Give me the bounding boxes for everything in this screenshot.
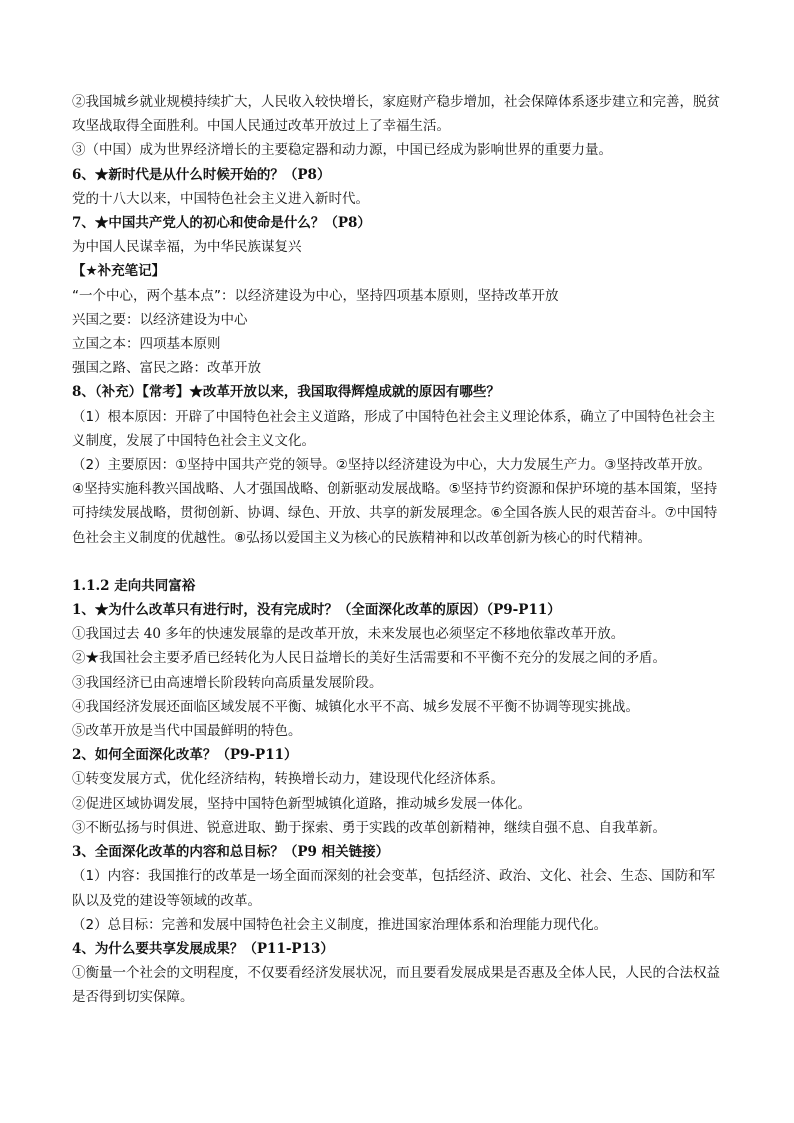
paragraph: ②促进区域协调发展，坚持中国特色新型城镇化道路，推动城乡发展一体化。	[72, 795, 531, 812]
note-heading: 【★补充笔记】	[72, 263, 166, 280]
question-heading: 4、为什么要共享发展成果？（P11-P13）	[72, 940, 334, 957]
question-heading: 3、全面深化改革的内容和总目标？（P9 相关链接）	[72, 844, 390, 861]
answer-text: 为中国人民谋幸福，为中华民族谋复兴	[72, 239, 302, 256]
section-title: 1.1.2 走向共同富裕	[72, 577, 196, 594]
paragraph: ①我国过去 40 多年的快速发展靠的是改革开放，未来发展也必须坚定不移地依靠改革开放。	[72, 626, 625, 643]
document-body	[72, 90, 722, 1010]
paragraph: ②★我国社会主要矛盾已经转化为人民日益增长的美好生活需要和不平衡不充分的发展之间的矛盾。	[72, 650, 666, 667]
paragraph: ①衡量一个社会的文明程度，不仅要看经济发展状况，而且要看发展成果是否惠及全体人民，人民的合法权益是否得到切实保障。	[72, 965, 720, 1006]
paragraph: ③我国经济已由高速增长阶段转向高质量发展阶段。	[72, 674, 383, 691]
question-heading: 1、★为什么改革只有进行时，没有完成时？（全面深化改革的原因）（P9-P11）	[72, 602, 561, 619]
note-line: “一个中心，两个基本点”：以经济建设为中心，坚持四项基本原则，坚持改革开放	[72, 287, 559, 304]
paragraph: ⑤改革开放是当代中国最鲜明的特色。	[72, 723, 302, 740]
answer-text: （2）主要原因：①坚持中国共产党的领导。②坚持以经济建设为中心，大力发展生产力。③坚持改革开放。④坚持实施科教兴国战略、人才强国战略、创新驱动发展战略。⑤坚持节约资源和保护环境的基本国策，坚持可持续发展战略，贯彻创新、协调、绿色、开放、共享的新发展理念。⑥全国各族人民的艰苦奋斗。⑦中国特色社会主义制度的优越性。⑧弘扬以爱国主义为核心的民族精神和以改革创新为核心的时代精神。	[72, 457, 718, 546]
question-heading: 2、如何全面深化改革？（P9-P11）	[72, 747, 298, 764]
answer-text: （1）内容：我国推行的改革是一场全面而深刻的社会变革，包括经济、政治、文化、社会、生态、国防和军队以及党的建设等领域的改革。	[72, 868, 716, 909]
paragraph: ②我国城乡就业规模持续扩大，人民收入较快增长，家庭财产稳步增加，社会保障体系逐步建立和完善，脱贫攻坚战取得全面胜利。中国人民通过改革开放过上了幸福生活。	[72, 94, 720, 135]
note-line: 强国之路、富民之路：改革开放	[72, 360, 261, 377]
paragraph: ③（中国）成为世界经济增长的主要稳定器和动力源，中国已经成为影响世界的重要力量。	[72, 142, 612, 159]
paragraph: ③不断弘扬与时俱进、锐意进取、勤于探索、勇于实践的改革创新精神，继续自强不息、自我革新。	[72, 819, 666, 836]
note-line: 立国之本：四项基本原则	[72, 336, 221, 353]
paragraph: ④我国经济发展还面临区域发展不平衡、城镇化水平不高、城乡发展不平衡不协调等现实挑战。	[72, 698, 639, 715]
question-heading: 6、★新时代是从什么时候开始的？（P8）	[72, 166, 331, 183]
question-heading: 8、（补充）【常考】★改革开放以来，我国取得辉煌成就的原因有哪些？	[72, 384, 500, 401]
note-line: 兴国之要：以经济建设为中心	[72, 311, 248, 328]
section-gap	[72, 550, 722, 574]
answer-text: （1）根本原因：开辟了中国特色社会主义道路，形成了中国特色社会主义理论体系，确立了中国特色社会主义制度，发展了中国特色社会主义文化。	[72, 408, 716, 449]
answer-text: 党的十八大以来，中国特色社会主义进入新时代。	[72, 190, 369, 207]
paragraph: ①转变发展方式，优化经济结构，转换增长动力，建设现代化经济体系。	[72, 771, 504, 788]
answer-text: （2）总目标：完善和发展中国特色社会主义制度，推进国家治理体系和治理能力现代化。	[72, 916, 608, 933]
question-heading: 7、★中国共产党人的初心和使命是什么？（P8）	[72, 215, 371, 232]
